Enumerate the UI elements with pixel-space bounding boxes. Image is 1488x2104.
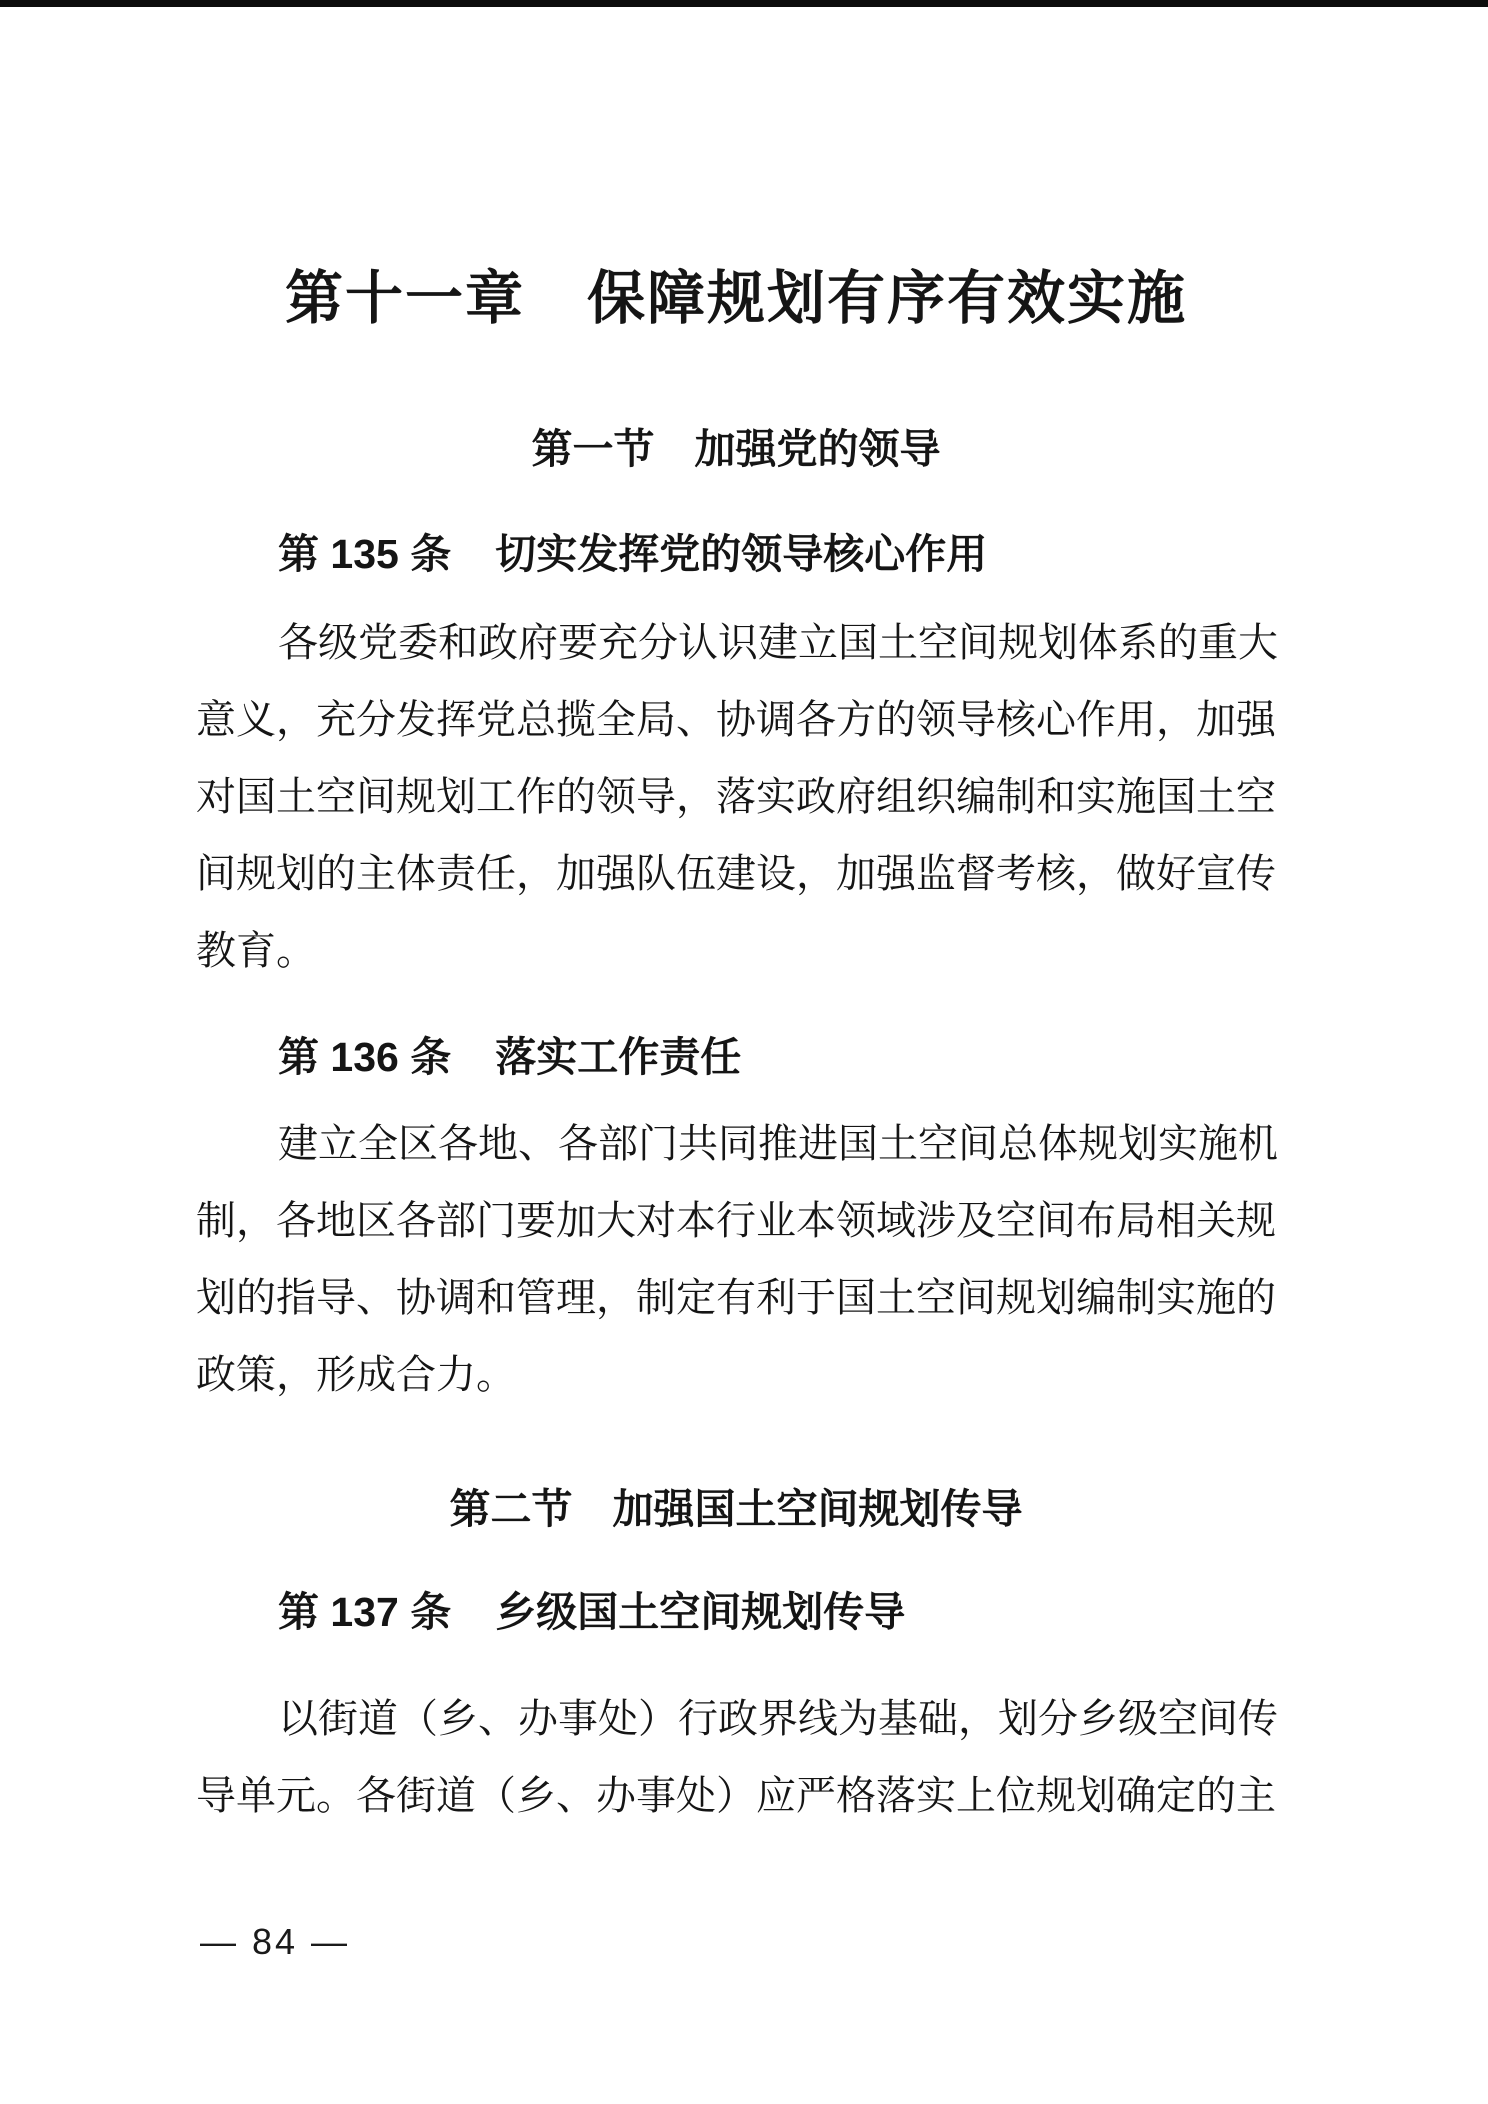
article-heading-135 bbox=[278, 531, 987, 577]
article-title-text: 乡级国土空间规划传导 bbox=[495, 1589, 906, 1635]
chapter-heading bbox=[196, 268, 1276, 330]
article-title-text: 落实工作责任 bbox=[495, 1034, 742, 1080]
chapter-title-text: 保障规划有序有效实施 bbox=[587, 266, 1188, 331]
article-number-label: 第 135 条 bbox=[278, 531, 452, 577]
section-title-text: 加强党的领导 bbox=[694, 426, 941, 472]
article-title-text: 切实发挥党的领导核心作用 bbox=[495, 531, 988, 577]
paragraph-line: 制，各地区各部门要加大对本行业本领域涉及空间布局相关规 bbox=[196, 1199, 1276, 1243]
paragraph-line: 对国土空间规划工作的领导，落实政府组织编制和实施国土空 bbox=[196, 775, 1276, 819]
article-137-paragraph bbox=[196, 1681, 1276, 1835]
paragraph-line: 各级党委和政府要充分认识建立国土空间规划体系的重大 bbox=[278, 621, 1278, 665]
section-number-label: 第一节 bbox=[531, 426, 655, 472]
section-number-label: 第二节 bbox=[449, 1486, 573, 1532]
article-heading-137 bbox=[278, 1589, 905, 1635]
paragraph-line: 以街道（乡、办事处）行政界线为基础，划分乡级空间传 bbox=[278, 1697, 1278, 1741]
paragraph-line: 建立全区各地、各部门共同推进国土空间总体规划实施机 bbox=[278, 1122, 1278, 1166]
section-heading-1 bbox=[196, 426, 1276, 472]
section-title-text: 加强国土空间规划传导 bbox=[612, 1486, 1023, 1532]
paragraph-line: 导单元。各街道（乡、办事处）应严格落实上位规划确定的主 bbox=[196, 1774, 1276, 1818]
article-135-paragraph bbox=[196, 605, 1276, 990]
article-heading-136 bbox=[278, 1034, 741, 1080]
article-number-label: 第 137 条 bbox=[278, 1589, 452, 1635]
chapter-number-label: 第十一章 bbox=[284, 266, 525, 331]
article-136-paragraph bbox=[196, 1106, 1276, 1414]
page-number: — 84 — bbox=[200, 1921, 351, 1962]
paragraph-line: 间规划的主体责任，加强队伍建设，加强监督考核，做好宣传 bbox=[196, 852, 1276, 896]
paragraph-line: 划的指导、协调和管理，制定有利于国土空间规划编制实施的 bbox=[196, 1276, 1276, 1320]
scan-top-edge-artifact bbox=[0, 0, 1488, 7]
paragraph-line: 教育。 bbox=[196, 929, 316, 973]
paragraph-line: 意义，充分发挥党总揽全局、协调各方的领导核心作用，加强 bbox=[196, 698, 1276, 742]
paragraph-line: 政策，形成合力。 bbox=[196, 1353, 516, 1397]
article-number-label: 第 136 条 bbox=[278, 1034, 452, 1080]
section-heading-2 bbox=[196, 1486, 1276, 1532]
